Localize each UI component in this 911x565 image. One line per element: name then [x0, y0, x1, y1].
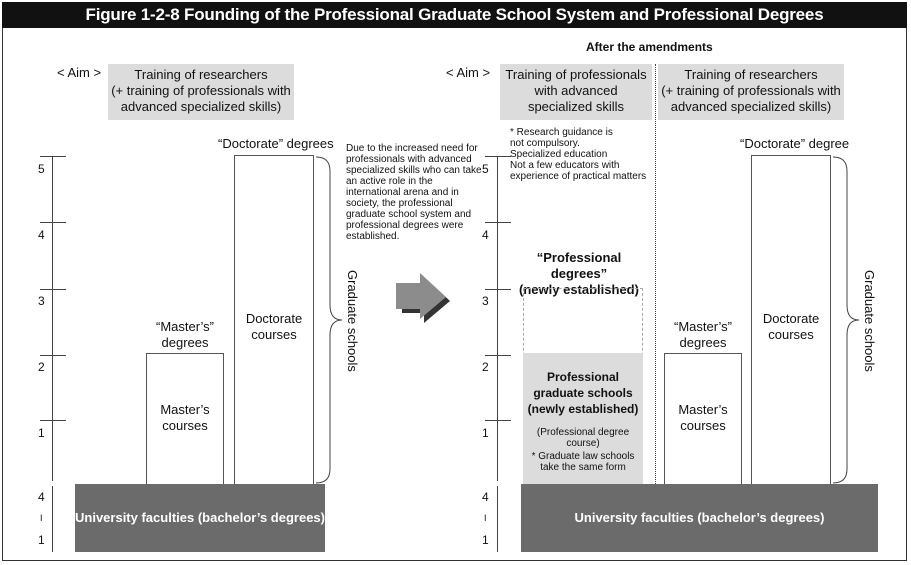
axis-tick	[485, 156, 511, 157]
aim-box-professional: Training of professionals with advanced specialized skills	[500, 64, 652, 120]
axis-tick	[485, 222, 511, 223]
masters-courses-label: Master’s courses	[160, 402, 210, 433]
divider-dotted	[655, 64, 656, 488]
university-faculties-bar-left: University faculties (bachelor’s degrees)	[75, 484, 325, 552]
arrow-icon	[396, 273, 452, 323]
reason-note: Due to the increased need for professionals with advanced specialized skills who can take an active role in the international arena and in society, the professional graduate school system and professional degrees were established.	[346, 143, 482, 242]
professional-notes: * Research guidance is not compulsory. Specialized education Not a few educators with experience of practical matters	[510, 127, 647, 182]
year-label: 1	[482, 426, 489, 440]
year-axis-right	[497, 156, 498, 481]
undergrad-label: 4	[38, 490, 45, 504]
undergrad-label: I	[484, 513, 487, 523]
undergrad-label: I	[40, 513, 43, 523]
year-label: 5	[482, 162, 489, 176]
figure-title: Figure 1-2-8 Founding of the Professional Graduate School System and Professional Degrees	[2, 2, 907, 28]
after-amendments-heading: After the amendments	[586, 40, 713, 54]
year-axis-left	[52, 156, 53, 481]
axis-tick	[485, 420, 511, 421]
axis-tick	[40, 420, 66, 421]
year-label: 2	[38, 360, 45, 374]
axis-tick	[40, 222, 66, 223]
undergrad-axis-left	[52, 486, 53, 552]
year-label: 5	[38, 162, 45, 176]
law-school-note: * Graduate law schools take the same form	[531, 451, 635, 473]
year-label: 1	[38, 426, 45, 440]
axis-tick	[485, 289, 511, 290]
undergrad-label: 4	[482, 490, 489, 504]
professional-course-label: (Professional degree course)	[536, 427, 630, 449]
axis-tick	[40, 156, 66, 157]
axis-tick	[485, 355, 511, 356]
doctorate-courses-label-right: Doctorate courses	[762, 311, 820, 342]
aim-box-left: Training of researchers (+ training of professionals with advanced specialized skills)	[108, 64, 294, 120]
graduate-schools-brace-right	[831, 155, 861, 485]
doctorate-degrees-label: “Doctorate” degrees	[218, 136, 334, 151]
year-label: 4	[482, 228, 489, 242]
doctorate-degree-label-right: “Doctorate” degree	[740, 136, 850, 151]
undergrad-label: 1	[38, 533, 45, 547]
axis-tick	[40, 289, 66, 290]
university-faculties-bar-right: University faculties (bachelor’s degrees)	[521, 484, 878, 552]
masters-degrees-label: “Master’s” degrees	[155, 319, 215, 350]
graduate-schools-brace-left	[314, 155, 344, 485]
year-label: 3	[38, 294, 45, 308]
doctorate-courses-label: Doctorate courses	[245, 311, 303, 342]
undergrad-label: 1	[482, 533, 489, 547]
graduate-schools-label-left: Graduate schools	[345, 270, 360, 372]
undergrad-axis-right	[497, 486, 498, 552]
aim-label-right: < Aim >	[446, 65, 491, 80]
year-label: 3	[482, 294, 489, 308]
masters-courses-label-right: Master’s courses	[678, 402, 728, 433]
graduate-schools-label-right: Graduate schools	[862, 270, 877, 372]
professional-degrees-label: “Professional degrees” (newly established)	[519, 250, 639, 297]
axis-tick	[40, 355, 66, 356]
masters-degrees-label-right: “Master’s” degrees	[673, 319, 733, 350]
year-label: 2	[482, 360, 489, 374]
professional-schools-label: Professional graduate schools (newly established)	[527, 370, 639, 416]
aim-label-left: < Aim >	[57, 65, 102, 80]
aim-box-researchers-right: Training of researchers (+ training of professionals with advanced specialized skills)	[658, 64, 844, 120]
year-label: 4	[38, 228, 45, 242]
